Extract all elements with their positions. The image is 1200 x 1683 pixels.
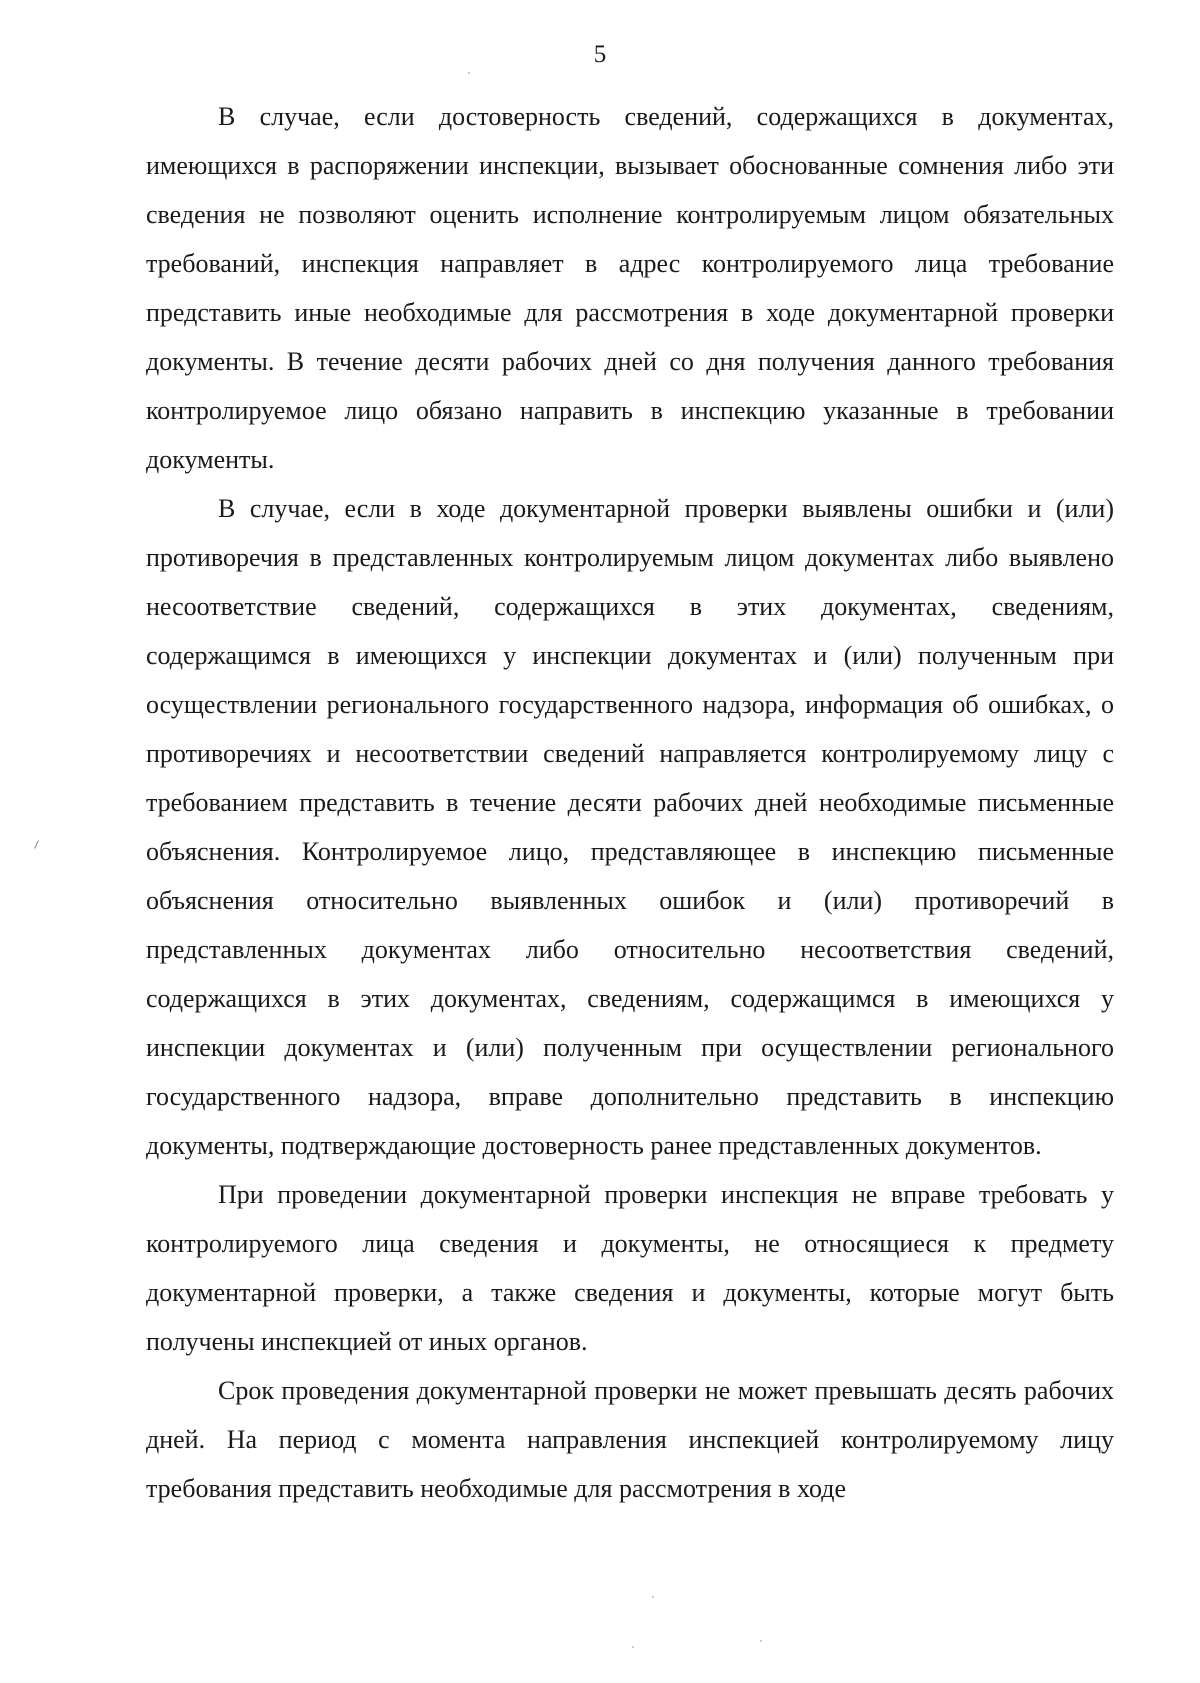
- document-body: [146, 92, 1114, 1513]
- paragraph-4: Срок проведения документарной проверки не может превышать десять рабочих дней. На период с момента направления инспекцией контролируемому лицу требования представить необходимые для рассмотрения в ходе: [146, 1376, 1114, 1503]
- scan-speck: [760, 1640, 762, 1642]
- paragraph-2: В случае, если в ходе документарной проверки выявлены ошибки и (или) противоречия в представленных контролируемым лицом документах либо выявлено несоответствие сведений, содержащихся в этих документах, сведениям, содержащимся в имеющихся у инспекции документах и (или) полученным при осуществлении регионального государственного надзора, информация об ошибках, о противоречиях и несоответствии сведений направляется контролируемому лицу с требованием представить в течение десяти рабочих дней необходимые письменные объяснения. Контролируемое лицо, представляющее в инспекцию письменные объяснения относительно выявленных ошибок и (или) противоречий в представленных документах либо относительно несоответствия сведений, содержащихся в этих документах, сведениям, содержащимся в имеющихся у инспекции документах и (или) полученным при осуществлении регионального государственного надзора, вправе дополнительно представить в инспекцию документы, подтверждающие достоверность ранее представленных документов.: [146, 494, 1114, 1160]
- paragraph-3: При проведении документарной проверки инспекция не вправе требовать у контролируемого лица сведения и документы, не относящиеся к предмету документарной проверки, а также сведения и документы, которые могут быть получены инспекцией от иных органов.: [146, 1180, 1114, 1356]
- scan-speck: [632, 1646, 634, 1648]
- paragraph-1: В случае, если достоверность сведений, содержащихся в документах, имеющихся в распоряжении инспекции, вызывает обоснованные сомнения либо эти сведения не позволяют оценить исполнение контролируемым лицом обязательных требований, инспекция направляет в адрес контролируемого лица требование представить иные необходимые для рассмотрения в ходе документарной проверки документы. В течение десяти рабочих дней со дня получения данного требования контролируемое лицо обязано направить в инспекцию указанные в требовании документы.: [146, 102, 1114, 474]
- scan-speck: [468, 72, 470, 74]
- page-number: 5: [593, 41, 607, 68]
- scan-speck: [652, 1596, 654, 1598]
- scan-speck: [34, 840, 39, 849]
